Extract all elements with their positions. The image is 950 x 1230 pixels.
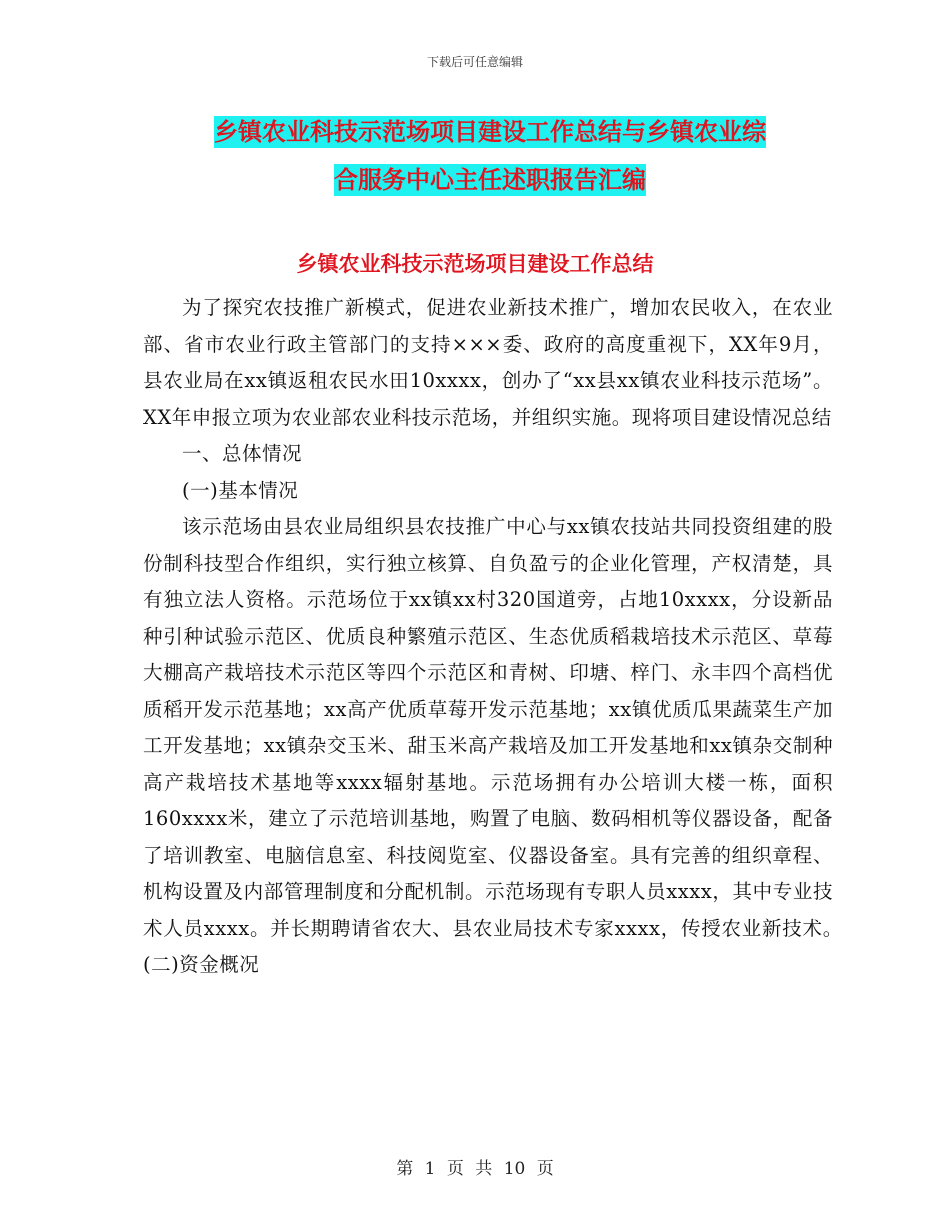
page-footer: 第 1 页 共 10 页	[396, 1159, 554, 1179]
paragraph-basic-info-text: 该示范场由县农业局组织县农技推广中心与xx镇农技站共同投资组建的股份制科技型合作组织，实行独立核算、自负盈亏的企业化管理，产权清楚，具有独立法人资格。示范场位于xx镇xx村320国道旁，占地10xxxx，分设新品种引种试验示范区、优质良种繁殖示范区、生态优质稻栽培技术示范区、草莓大棚高产栽培技术示范区等四个示范区和青树、印塘、梓门、永丰四个高档优质稻开发示范基地；xx高产优质草莓开发示范基地；xx镇优质瓜果蔬菜生产加工开发基地；xx镇杂交玉米、甜玉米高产栽培及加工开发基地和xx镇杂交制种高产栽培技术基地等xxxx辐射基地。示范场拥有办公培训大楼一栋，面积160xxxx米，建立了示范培训基地，购置了电脑、数码相机等仪器设备，配备了培训教室、电脑信息室、科技阅览室、仪器设备室。具有完善的组织章程、机构设置及内部管理制度和分配机制。示范场现有专职人员xxxx，其中专业技术人员xxxx。并长期聘请省农大、县农业局技术专家xxxx，传授农业新技术。	[143, 515, 833, 940]
heading-overall: 一、总体情况	[182, 442, 303, 465]
paragraph-basic-info	[143, 509, 833, 984]
heading-basic-info: (一)基本情况	[182, 478, 299, 502]
document-title-line-2: 合服务中心主任述职报告汇编	[334, 166, 646, 194]
header-note: 下载后可任意编辑	[426, 55, 523, 69]
section-title: 乡镇农业科技示范场项目建设工作总结	[296, 252, 654, 276]
heading-funding: (二)资金概况	[143, 953, 260, 976]
body-text	[143, 290, 833, 984]
paragraph-intro: 为了探究农技推广新模式，促进农业新技术推广，增加农民收入，在农业部、省市农业行政主管部门的支持×××委、政府的高度重视下，XX年9月，县农业局在xx镇返租农民水田10xxxx，创办了“xx县xx镇农业科技示范场”。XX年申报立项为农业部农业科技示范场，并组织实施。现将项目建设情况总结	[143, 296, 833, 429]
document-title-line-1: 乡镇农业科技示范场项目建设工作总结与乡镇农业综	[214, 118, 766, 146]
document-title	[140, 108, 840, 204]
